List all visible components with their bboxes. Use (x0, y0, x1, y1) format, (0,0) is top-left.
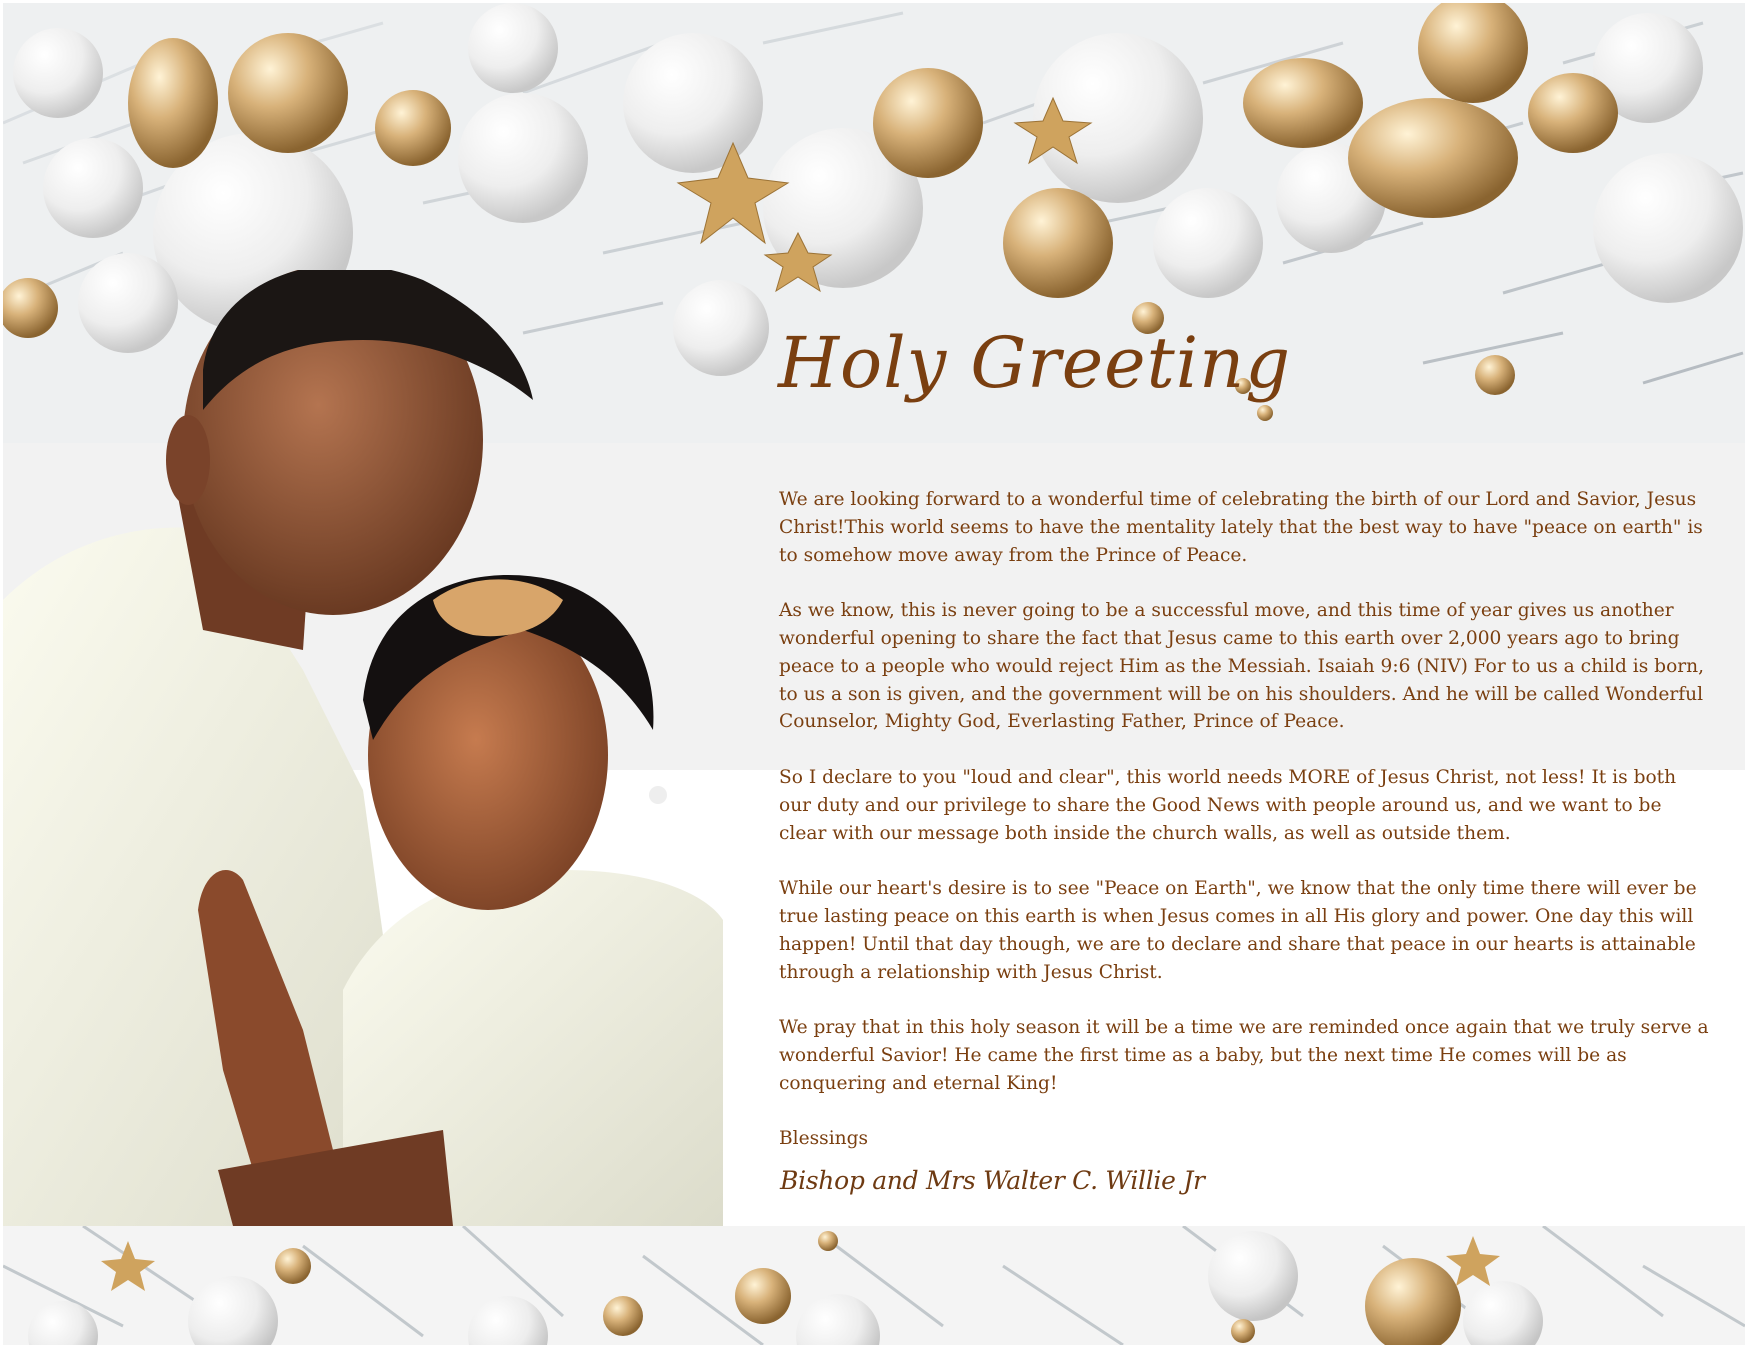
closing-line: Blessings (779, 1128, 869, 1149)
paragraph: While our heart's desire is to see "Peace on Earth", we know that the only time there will ever be true lasting peace on this earth is when Jesus comes in all His glory and power. One day this will happen! Until that day though, we are to declare and share that peace in our hearts is attainable through a relationship with Jesus Christ. (779, 878, 1697, 983)
signature: Bishop and Mrs Walter C. Willie Jr (780, 1166, 1205, 1195)
paragraph: We pray that in this holy season it will be a time we are reminded once again that we truly serve a wonderful Savior! He came the first time as a baby, but the next time He comes will be as conquering and eternal King! (779, 1017, 1709, 1094)
bottom-ornament-garland (3, 1226, 1745, 1345)
portrait-illustration (3, 270, 723, 1226)
letter-body (779, 486, 1714, 1125)
couple-portrait (3, 270, 723, 1226)
paragraph: So I declare to you "loud and clear", this world needs MORE of Jesus Christ, not less! It is both our duty and our privilege to share the Good News with people around us, and we want to be clear with our message both inside the church walls, as well as outside them. (779, 766, 1677, 844)
greeting-title: Holy Greeting (778, 322, 1292, 404)
paragraph: As we know, this is never going to be a successful move, and this time of year gives us another wonderful opening to share the fact that Jesus came to this earth over 2,000 years ago to bring peace to a people who would reject Him as the Messiah. Isaiah 9:6 (NIV) For to us a child is born, to us a son is given, and the government will be on his shoulders. And he will be called Wonderful Counselor, Mighty God, Everlasting Father, Prince of Peace. (779, 600, 1705, 733)
garland-illustration (3, 1226, 1745, 1345)
paragraph: We are looking forward to a wonderful time of celebrating the birth of our Lord and Savior, Jesus Christ!This world seems to have the mentality lately that the best way to have "peace on earth" is to somehow move away from the Prince of Peace. (779, 489, 1703, 566)
